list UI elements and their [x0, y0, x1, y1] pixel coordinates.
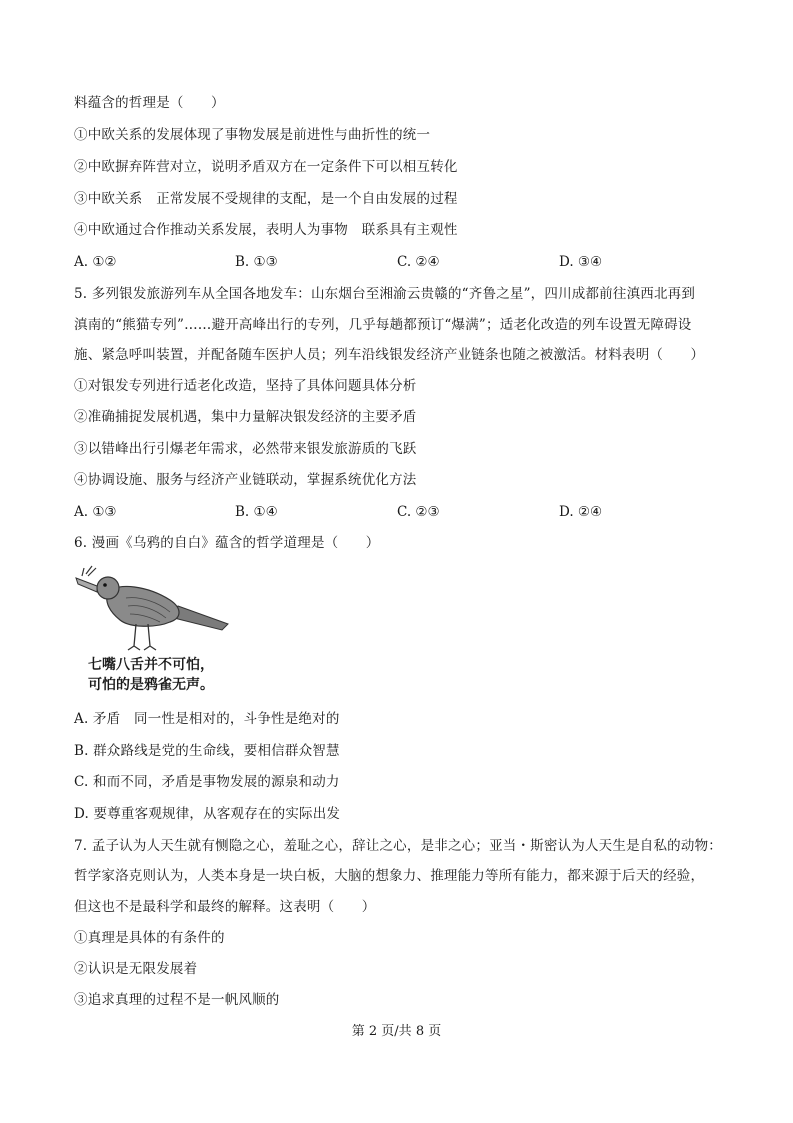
q7-stem-line-3: 但这也不是最科学和最终的解释。这表明（ ） [74, 899, 376, 915]
q4-item-1: ①中欧关系的发展体现了事物发展是前进性与曲折性的统一 [74, 127, 431, 143]
q5-item-4: ④协调设施、服务与经济产业链联动，掌握系统优化方法 [74, 472, 417, 488]
q5-stem-line-1: 5. 多列银发旅游列车从全国各地发车：山东烟台至湘渝云贵赣的“齐鲁之星”，四川成都前往滇西北再到 [74, 286, 696, 302]
q5-option-a: A. ①③ [74, 504, 117, 520]
q5-item-2: ②准确捕捉发展机遇，集中力量解决银发经济的主要矛盾 [74, 409, 417, 425]
page-number-footer: 第 2 页/共 8 页 [351, 1024, 442, 1039]
q6-option-a: A. 矛盾 同一性是相对的，斗争性是绝对的 [74, 711, 340, 727]
crow-cartoon-image [70, 562, 230, 654]
q4-option-d: D. ③④ [559, 254, 603, 270]
q5-stem-line-2: 滇南的“熊猫专列”……避开高峰出行的专列，几乎每趟都预订“爆满”；适老化改造的列车设置无障碍设 [74, 317, 692, 333]
q7-stem-line-1: 7. 孟子认为人天生就有恻隐之心，羞耻之心，辞让之心，是非之心；亚当・斯密认为人天生是自私的动物： [74, 838, 722, 854]
cartoon-caption-line-1: 七嘴八舌并不可怕， [88, 657, 214, 673]
q6-option-c: C. 和而不同，矛盾是事物发展的源泉和动力 [74, 774, 340, 790]
q7-item-2: ②认识是无限发展着 [74, 961, 198, 977]
q5-option-d: D. ②④ [559, 504, 603, 520]
q6-option-d: D. 要尊重客观规律，从客观存在的实际出发 [74, 806, 341, 822]
q4-item-4: ④中欧通过合作推动关系发展，表明人为事物 联系具有主观性 [74, 222, 458, 238]
q5-item-1: ①对银发专列进行适老化改造，坚持了具体问题具体分析 [74, 378, 417, 394]
q6-stem: 6. 漫画《乌鸦的自白》蕴含的哲学道理是（ ） [74, 535, 380, 551]
q4-stem-tail: 料蕴含的哲理是（ ） [74, 95, 225, 111]
q4-item-3: ③中欧关系 正常发展不受规律的支配，是一个自由发展的过程 [74, 191, 458, 207]
cartoon-caption-line-2: 可怕的是鸦雀无声。 [88, 677, 214, 693]
q5-stem-line-3: 施、紧急呼叫装置，并配备随车医护人员；列车沿线银发经济产业链条也随之被激活。材料表明（ ） [74, 347, 705, 363]
q6-option-b: B. 群众路线是党的生命线，要相信群众智慧 [74, 743, 340, 759]
q7-stem-line-2: 哲学家洛克则认为，人类本身是一块白板，大脑的想象力、推理能力等所有能力，都来源于后天的经验， [74, 868, 705, 884]
q4-option-c: C. ②④ [397, 254, 440, 270]
q5-item-3: ③以错峰出行引爆老年需求，必然带来银发旅游质的飞跃 [74, 441, 417, 457]
q4-option-a: A. ①② [74, 254, 117, 270]
q5-option-b: B. ①④ [235, 504, 278, 520]
q5-option-c: C. ②③ [397, 504, 440, 520]
q7-item-1: ①真理是具体的有条件的 [74, 930, 225, 946]
q7-item-3: ③追求真理的过程不是一帆风顺的 [74, 992, 280, 1008]
q4-option-b: B. ①③ [235, 254, 278, 270]
q4-item-2: ②中欧摒弃阵营对立，说明矛盾双方在一定条件下可以相互转化 [74, 159, 458, 175]
